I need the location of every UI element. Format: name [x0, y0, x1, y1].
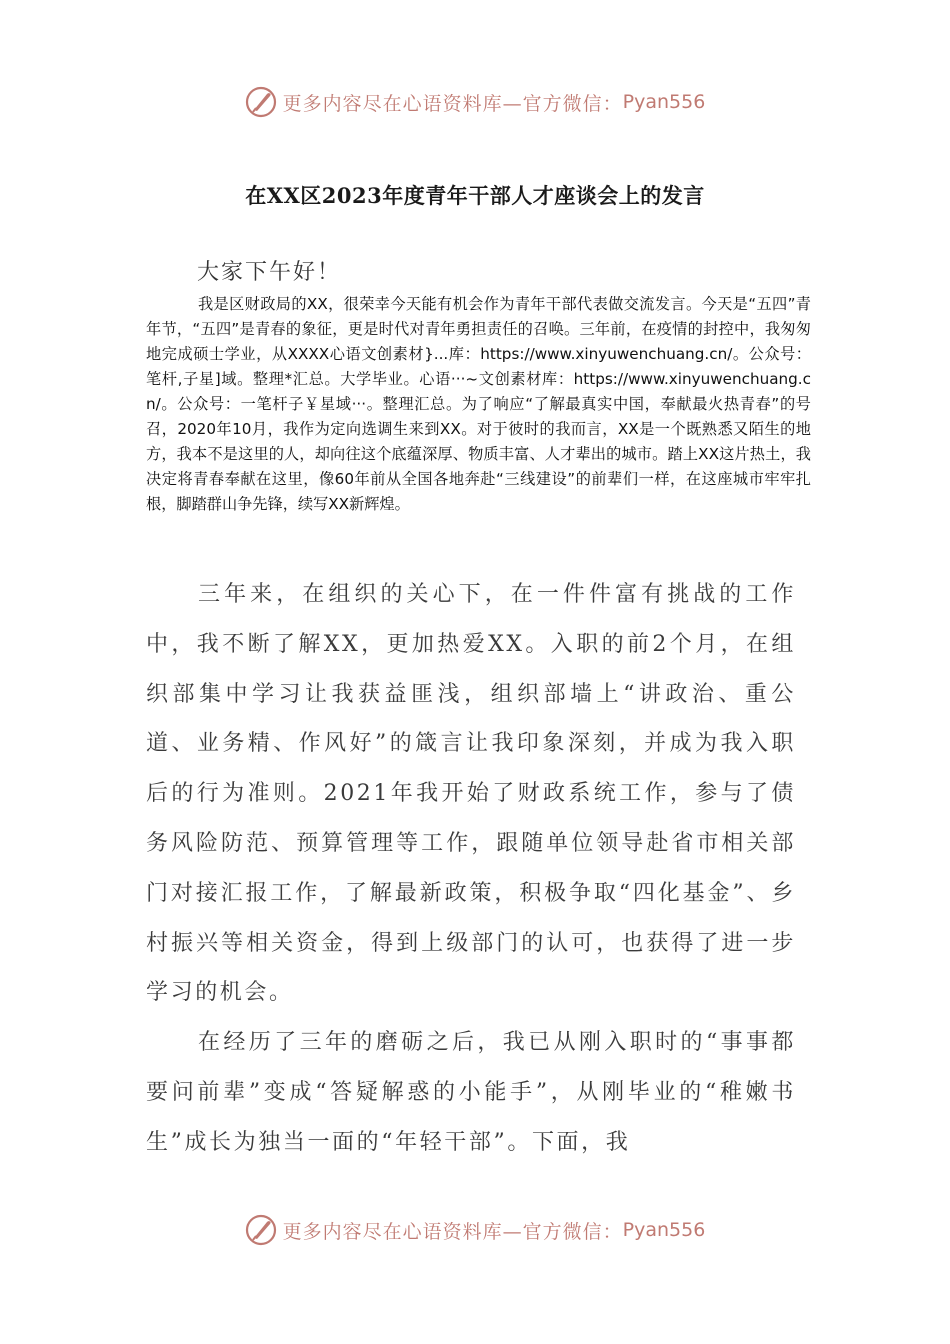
paragraph-body-1: 三年来，在组织的关心下，在一件件富有挑战的工作中，我不断了解XX，更加热爱XX。入职的前2个月，在组织部集中学习让我获益匪浅，组织部墙上“讲政治、重公道、业务精、作风好”的箴言让我印象深刻，并成为我入职后的行为准则。2021年我开始了财政系统工作，参与了债务风险防范、预算管理等工作，跟随单位领导赴省市相关部门对接汇报工作，了解最新政策，积极争取“四化基金”、乡村振兴等相关资金，得到上级部门的认可，也获得了进一步学习的机会。	[146, 582, 796, 1006]
banner-text: 更多内容尽在心语资料库—官方微信：	[282, 1220, 623, 1243]
document-title: 在XX区2023年度青年干部人才座谈会上的发言	[245, 183, 705, 208]
quill-pen-icon	[245, 86, 277, 118]
quill-pen-icon	[245, 1214, 277, 1246]
banner-wechat-id: Pyan556	[622, 91, 706, 113]
banner-wechat-id: Pyan556	[622, 1219, 706, 1241]
paragraph-intro: 我是区财政局的XX，很荣幸今天能有机会作为青年干部代表做交流发言。今天是“五四”青年节，“五四”是青春的象征，更是时代对青年勇担责任的召唤。三年前，在疫情的封控中，我匆匆地完成硕士学业，从XXXX心语文创素材}...库：https://www.xinyuwenchuang.cn/。公众号：笔杆,子星]域。整理*汇总。大学毕业。心语···~文创素材库：https://www.xinyuwenchuang.cn/。公众号：一笔杆子￥星域···。整理汇总。为了响应“了解最真实中国，奉献最火热青春”的号召，2020年10月，我作为定向选调生来到XX。对于彼时的我而言，XX是一个既熟悉又陌生的地方，我本不是这里的人，却向往这个底蕴深厚、物质丰富、人才辈出的城市。踏上XX这片热土，我决定将青春奉献在这里，像60年前从全国各地奔赴“三线建设”的前辈们一样，在这座城市牢牢扎根，脚踏群山争先锋，续写XX新辉煌。	[146, 295, 811, 513]
header-banner	[0, 82, 950, 122]
footer-banner	[0, 1210, 950, 1250]
greeting: 大家下午好！	[197, 260, 342, 285]
banner-text: 更多内容尽在心语资料库—官方微信：	[282, 92, 623, 115]
paragraph-body-2: 在经历了三年的磨砺之后，我已从刚入职时的“事事都要问前辈”变成“答疑解惑的小能手”，从刚毕业的“稚嫩书生”成长为独当一面的“年轻干部”。下面，我	[146, 1030, 796, 1155]
